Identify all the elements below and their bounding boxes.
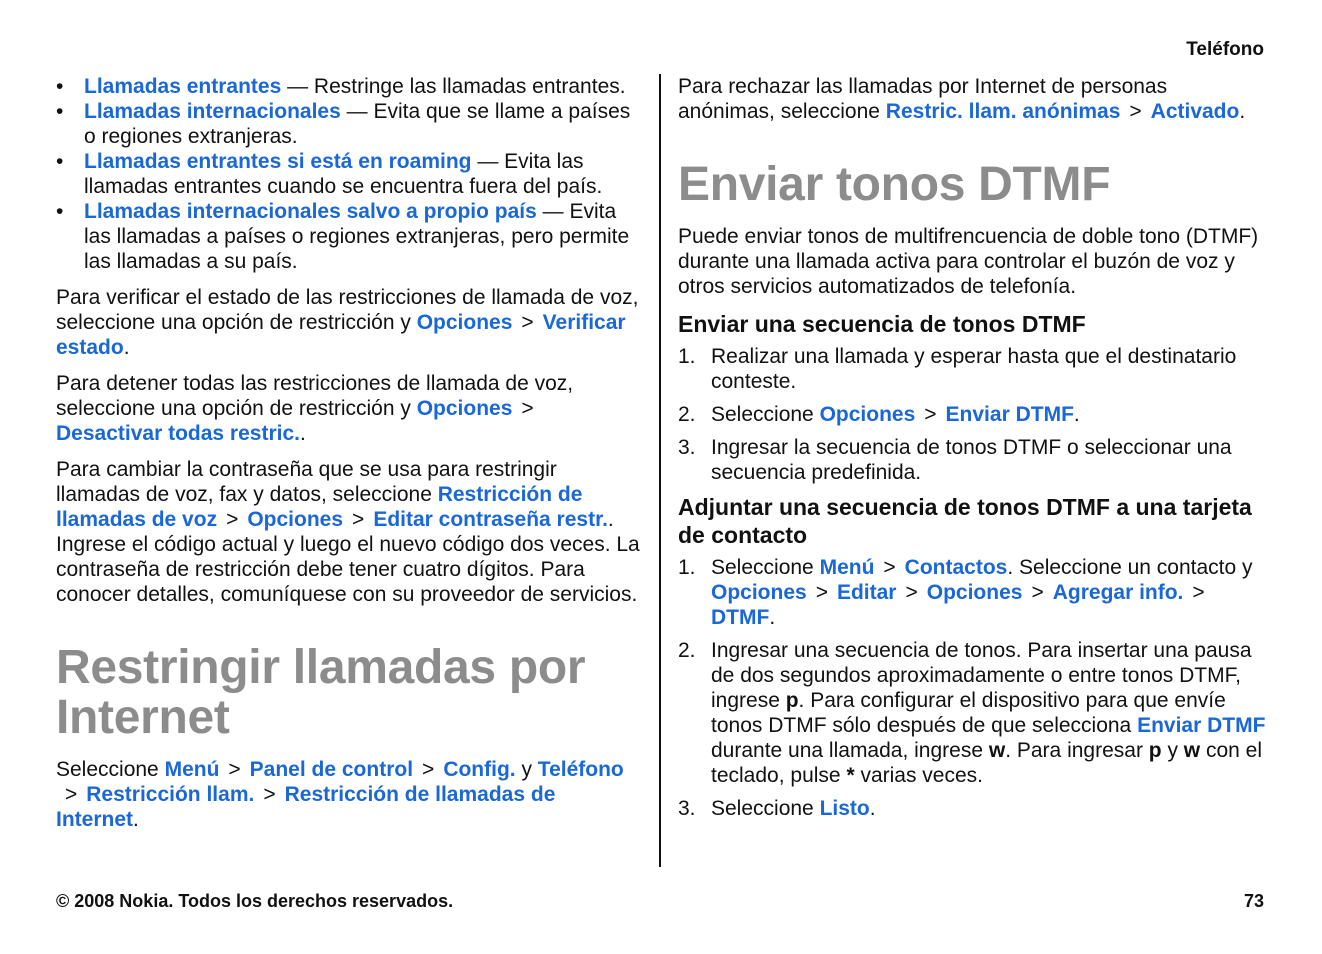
- text: .: [123, 336, 130, 359]
- heading-enviar-tonos-dtmf: Enviar tonos DTMF: [678, 158, 1111, 211]
- text: Seleccione: [56, 758, 165, 781]
- step-text: varias veces.: [854, 764, 984, 787]
- step-text: . Para ingresar: [1005, 739, 1149, 762]
- list-item: [678, 435, 1266, 485]
- step-text: Realizar una llamada y esperar hasta que el destinatario conteste.: [711, 345, 1237, 393]
- restriction-options-list: [56, 74, 644, 274]
- link-restriccion-llamadas-internet[interactable]: Restricción de llamadas de Internet: [56, 783, 556, 831]
- link-opciones[interactable]: Opciones: [711, 581, 807, 604]
- send-steps-list: [678, 344, 1266, 485]
- step-text: con el teclado, pulse: [711, 739, 1262, 787]
- text: Para cambiar la contraseña que se usa para restringir llamadas de voz, fax y datos, seleccione: [56, 458, 557, 506]
- link-restriccion-llamadas-voz[interactable]: Restricción de llamadas de voz: [56, 483, 583, 531]
- list-item: [56, 199, 644, 274]
- separator: >: [1129, 100, 1142, 123]
- step-number: 1.: [678, 345, 696, 368]
- list-item: [56, 99, 644, 149]
- column-divider: [659, 74, 661, 867]
- list-item: [56, 74, 644, 99]
- key-p: p: [1148, 739, 1162, 762]
- separator: >: [815, 581, 828, 604]
- link-contactos[interactable]: Contactos: [904, 556, 1008, 579]
- separator: >: [1192, 581, 1205, 604]
- link-panel-de-control[interactable]: Panel de control: [249, 758, 414, 781]
- link-restric-llam-anonimas[interactable]: Restric. llam. anónimas: [885, 100, 1121, 123]
- step-text: Ingresar una secuencia de tonos. Para insertar una pausa de dos segundos aproximadamente o entre tonos DTMF, ingrese: [711, 639, 1252, 712]
- text: Para verificar el estado de las restricciones de llamada de voz, seleccione una opción de restricción y: [56, 286, 639, 334]
- step-number: 3.: [678, 436, 696, 459]
- separator: >: [883, 556, 896, 579]
- link-desactivar-todas[interactable]: Desactivar todas restric.: [56, 422, 300, 445]
- link-activado[interactable]: Activado: [1150, 100, 1240, 123]
- link-enviar-dtmf[interactable]: Enviar DTMF: [945, 403, 1074, 426]
- step-number: 2.: [678, 403, 696, 426]
- attach-steps-list: [678, 555, 1266, 821]
- link-enviar-dtmf[interactable]: Enviar DTMF: [1137, 714, 1266, 737]
- link-menu[interactable]: Menú: [164, 758, 220, 781]
- link-telefono[interactable]: Teléfono: [537, 758, 624, 781]
- step-text: y: [1161, 739, 1184, 762]
- running-header: Teléfono: [1186, 39, 1264, 60]
- key-asterisk: *: [846, 764, 855, 787]
- link-opciones[interactable]: Opciones: [416, 311, 513, 334]
- text: Para detener todas las restricciones de llamada de voz, seleccione una opción de restricción y: [56, 372, 574, 420]
- paragraph-dtmf-intro: Puede enviar tonos de multifrencuencia de doble tono (DTMF) durante una llamada activa para controlar el buzón de voz y otros servicios automatizados de telefonía.: [678, 225, 1259, 298]
- list-item: [678, 402, 1266, 427]
- text: .: [299, 422, 306, 445]
- link-llamadas-entrantes-roaming[interactable]: Llamadas entrantes si está en roaming: [84, 150, 472, 173]
- right-column: [678, 74, 1266, 829]
- step-text: Seleccione: [711, 403, 820, 426]
- paragraph-internet-path: [56, 757, 644, 832]
- heading-enviar-secuencia: Enviar una secuencia de tonos DTMF: [678, 311, 1086, 337]
- link-llamadas-internacionales[interactable]: Llamadas internacionales: [84, 100, 341, 123]
- link-verificar-estado[interactable]: Verificar estado: [56, 311, 626, 359]
- link-dtmf[interactable]: DTMF: [711, 606, 770, 629]
- link-restriccion-llam[interactable]: Restricción llam.: [86, 783, 255, 806]
- heading-adjuntar-secuencia: Adjuntar una secuencia de tonos DTMF a una tarjeta de contacto: [678, 494, 1252, 548]
- footer-copyright: © 2008 Nokia. Todos los derechos reservados.: [56, 891, 454, 911]
- list-item-text: — Evita las llamadas entrantes cuando se encuentra fuera del país.: [84, 150, 603, 198]
- separator: >: [226, 508, 239, 531]
- step-text: . Seleccione un contacto y: [1007, 556, 1253, 579]
- list-item: [678, 555, 1266, 630]
- text: .: [133, 808, 139, 831]
- key-w: w: [988, 739, 1006, 762]
- key-w: w: [1183, 739, 1201, 762]
- list-item: [678, 344, 1266, 394]
- step-number: 3.: [678, 797, 696, 820]
- list-item-text: — Restringe las llamadas entrantes.: [281, 75, 626, 98]
- list-item-text: — Evita que se llame a países o regiones extranjeras.: [84, 100, 631, 148]
- step-text: .: [769, 606, 776, 629]
- list-item-text: — Evita las llamadas a países o regiones extranjeras, pero permite las llamadas a su país.: [84, 200, 630, 273]
- separator: >: [521, 397, 534, 420]
- step-text: Seleccione: [711, 797, 820, 820]
- separator: >: [228, 758, 241, 781]
- text: . Ingrese el código actual y luego el nuevo código dos veces. La contraseña de restricción debe tener cuatro dígitos. Para conocer detalles, comuníquese con su proveedor de servicios.: [56, 508, 640, 606]
- separator: >: [352, 508, 365, 531]
- link-opciones[interactable]: Opciones: [247, 508, 344, 531]
- link-llamadas-internacionales-salvo[interactable]: Llamadas internacionales salvo a propio país: [84, 200, 537, 223]
- heading-restringir-internet: Restringir llamadas por Internet: [56, 641, 586, 744]
- step-text: Ingresar la secuencia de tonos DTMF o seleccionar una secuencia predefinida.: [711, 436, 1232, 484]
- separator: >: [263, 783, 276, 806]
- link-listo[interactable]: Listo: [819, 797, 870, 820]
- list-item: [56, 149, 644, 199]
- link-agregar-info[interactable]: Agregar info.: [1052, 581, 1184, 604]
- paragraph-anonymous: [678, 74, 1266, 124]
- link-opciones[interactable]: Opciones: [926, 581, 1023, 604]
- step-text: .: [869, 797, 876, 820]
- step-number: 1.: [678, 556, 696, 579]
- link-config[interactable]: Config.: [443, 758, 516, 781]
- paragraph-verify-status: [56, 285, 644, 360]
- separator: >: [521, 311, 534, 334]
- text: .: [1239, 100, 1246, 123]
- step-text: .: [1073, 403, 1080, 426]
- text: Para rechazar las llamadas por Internet de personas anónimas, seleccione: [678, 75, 1168, 123]
- separator: >: [65, 783, 78, 806]
- separator: >: [905, 581, 918, 604]
- left-column: [56, 74, 644, 843]
- link-llamadas-entrantes[interactable]: Llamadas entrantes: [84, 75, 282, 98]
- step-text: Seleccione: [711, 556, 820, 579]
- key-p: p: [785, 689, 799, 712]
- link-menu[interactable]: Menú: [819, 556, 875, 579]
- step-number: 2.: [678, 639, 696, 662]
- link-opciones[interactable]: Opciones: [416, 397, 513, 420]
- link-opciones[interactable]: Opciones: [819, 403, 916, 426]
- separator: >: [1031, 581, 1044, 604]
- list-item: [678, 638, 1266, 788]
- paragraph-change-password: [56, 457, 644, 607]
- separator: >: [422, 758, 435, 781]
- separator: >: [924, 403, 937, 426]
- link-editar-contrasena[interactable]: Editar contraseña restr.: [373, 508, 608, 531]
- step-text: durante una llamada, ingrese: [711, 739, 989, 762]
- step-text: . Para configurar el dispositivo para que envíe tonos DTMF sólo después de que selecciona: [711, 689, 1226, 737]
- page-number: 73: [1243, 891, 1264, 911]
- paragraph-deactivate: [56, 371, 644, 446]
- link-editar[interactable]: Editar: [836, 581, 897, 604]
- text: y: [515, 758, 538, 781]
- list-item: [678, 796, 1266, 821]
